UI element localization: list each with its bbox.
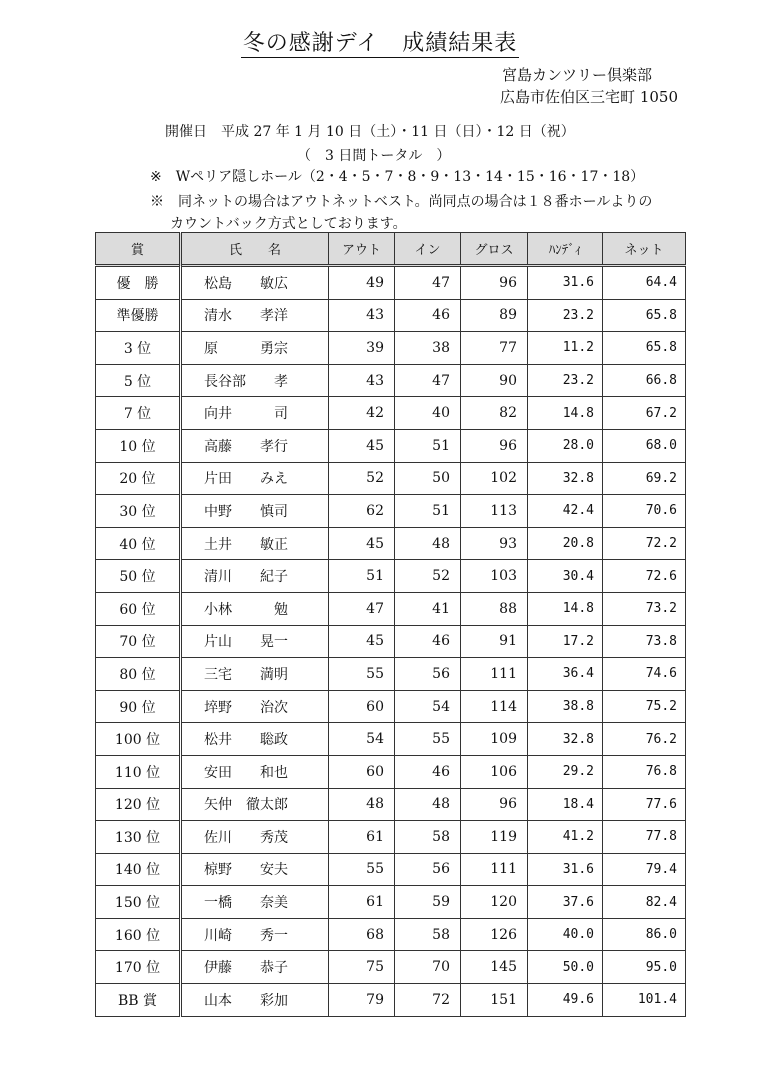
cell-name: 清川 紀子 [181, 560, 329, 593]
tiebreak-note: ※ 同ネットの場合はアウトネットベスト。尚同点の場合は１８番ホールよりの [150, 194, 653, 210]
cell-name: 川崎 秀一 [181, 918, 329, 951]
col-header-handicap: ﾊﾝﾃﾞｨ [528, 233, 603, 266]
cell-out: 60 [329, 755, 395, 788]
cell-gross: 106 [461, 755, 528, 788]
cell-in: 52 [395, 560, 461, 593]
table-row [96, 625, 686, 658]
cell-prize: BB 賞 [96, 984, 181, 1017]
cell-handicap: 28.0 [528, 429, 603, 462]
table-row [96, 560, 686, 593]
cell-gross: 109 [461, 723, 528, 756]
cell-gross: 145 [461, 951, 528, 984]
table-row [96, 690, 686, 723]
club-address: 広島市佐伯区三宅町 1050 [500, 88, 678, 106]
cell-out: 52 [329, 462, 395, 495]
cell-net: 65.8 [603, 299, 686, 332]
cell-prize: 130 位 [96, 821, 181, 854]
col-header-gross: グロス [461, 233, 528, 266]
table-row [96, 397, 686, 430]
cell-net: 82.4 [603, 886, 686, 919]
table-row [96, 429, 686, 462]
tiebreak-note-continued: カウントバック方式としております。 [170, 216, 407, 232]
cell-out: 62 [329, 495, 395, 528]
cell-out: 47 [329, 592, 395, 625]
cell-handicap: 32.8 [528, 462, 603, 495]
cell-prize: 70 位 [96, 625, 181, 658]
cell-net: 95.0 [603, 951, 686, 984]
cell-name: 土井 敏正 [181, 527, 329, 560]
col-header-prize: 賞 [96, 233, 181, 266]
cell-out: 55 [329, 658, 395, 691]
cell-name: 小林 勉 [181, 592, 329, 625]
cell-gross: 102 [461, 462, 528, 495]
cell-handicap: 31.6 [528, 853, 603, 886]
cell-in: 51 [395, 429, 461, 462]
cell-handicap: 23.2 [528, 364, 603, 397]
cell-gross: 114 [461, 690, 528, 723]
cell-gross: 96 [461, 266, 528, 300]
table-row [96, 332, 686, 365]
cell-handicap: 41.2 [528, 821, 603, 854]
cell-gross: 96 [461, 788, 528, 821]
cell-name: 原 勇宗 [181, 332, 329, 365]
cell-prize: 40 位 [96, 527, 181, 560]
cell-prize: 5 位 [96, 364, 181, 397]
table-row [96, 658, 686, 691]
cell-out: 54 [329, 723, 395, 756]
cell-name: 伊藤 恭子 [181, 951, 329, 984]
cell-gross: 103 [461, 560, 528, 593]
cell-in: 48 [395, 788, 461, 821]
cell-handicap: 36.4 [528, 658, 603, 691]
cell-handicap: 14.8 [528, 592, 603, 625]
cell-prize: 優 勝 [96, 266, 181, 300]
cell-net: 64.4 [603, 266, 686, 300]
cell-net: 65.8 [603, 332, 686, 365]
cell-name: 松島 敏広 [181, 266, 329, 300]
cell-handicap: 17.2 [528, 625, 603, 658]
cell-net: 73.8 [603, 625, 686, 658]
table-row [96, 495, 686, 528]
cell-net: 76.8 [603, 755, 686, 788]
cell-out: 48 [329, 788, 395, 821]
cell-name: 椋野 安夫 [181, 853, 329, 886]
cell-out: 39 [329, 332, 395, 365]
cell-prize: 90 位 [96, 690, 181, 723]
cell-name: 三宅 満明 [181, 658, 329, 691]
event-period: （ 3 日間トータル ） [297, 148, 451, 164]
cell-prize: 160 位 [96, 918, 181, 951]
cell-in: 47 [395, 266, 461, 300]
cell-net: 66.8 [603, 364, 686, 397]
table-row [96, 951, 686, 984]
cell-prize: 140 位 [96, 853, 181, 886]
cell-gross: 82 [461, 397, 528, 430]
cell-out: 75 [329, 951, 395, 984]
cell-gross: 77 [461, 332, 528, 365]
cell-net: 79.4 [603, 853, 686, 886]
cell-prize: 60 位 [96, 592, 181, 625]
cell-name: 松井 聡政 [181, 723, 329, 756]
table-row [96, 299, 686, 332]
cell-name: 埣野 治次 [181, 690, 329, 723]
cell-in: 48 [395, 527, 461, 560]
cell-name: 高藤 孝行 [181, 429, 329, 462]
table-row [96, 755, 686, 788]
cell-out: 45 [329, 625, 395, 658]
cell-prize: 7 位 [96, 397, 181, 430]
cell-handicap: 30.4 [528, 560, 603, 593]
cell-name: 安田 和也 [181, 755, 329, 788]
cell-in: 46 [395, 755, 461, 788]
peoria-note: ※ Wペリア隠しホール（2・4・5・7・8・9・13・14・15・16・17・18） [150, 169, 645, 185]
cell-gross: 126 [461, 918, 528, 951]
cell-gross: 113 [461, 495, 528, 528]
cell-net: 76.2 [603, 723, 686, 756]
cell-gross: 111 [461, 853, 528, 886]
cell-prize: 50 位 [96, 560, 181, 593]
cell-gross: 90 [461, 364, 528, 397]
cell-gross: 151 [461, 984, 528, 1017]
cell-gross: 88 [461, 592, 528, 625]
cell-in: 59 [395, 886, 461, 919]
table-row [96, 918, 686, 951]
cell-net: 72.6 [603, 560, 686, 593]
club-name: 宮島カンツリー倶楽部 [501, 66, 652, 84]
cell-out: 43 [329, 364, 395, 397]
cell-name: 片山 晃一 [181, 625, 329, 658]
table-row [96, 984, 686, 1017]
table-row [96, 821, 686, 854]
cell-in: 50 [395, 462, 461, 495]
cell-prize: 80 位 [96, 658, 181, 691]
cell-net: 86.0 [603, 918, 686, 951]
cell-prize: 150 位 [96, 886, 181, 919]
cell-handicap: 23.2 [528, 299, 603, 332]
cell-handicap: 18.4 [528, 788, 603, 821]
cell-prize: 3 位 [96, 332, 181, 365]
cell-out: 61 [329, 886, 395, 919]
cell-out: 43 [329, 299, 395, 332]
cell-net: 67.2 [603, 397, 686, 430]
table-row [96, 853, 686, 886]
cell-in: 46 [395, 625, 461, 658]
table-row [96, 364, 686, 397]
cell-handicap: 37.6 [528, 886, 603, 919]
cell-out: 51 [329, 560, 395, 593]
cell-in: 47 [395, 364, 461, 397]
cell-name: 向井 司 [181, 397, 329, 430]
page-title: 冬の感謝デイ 成績結果表 [242, 31, 518, 56]
cell-net: 69.2 [603, 462, 686, 495]
cell-prize: 20 位 [96, 462, 181, 495]
table-row [96, 592, 686, 625]
cell-in: 54 [395, 690, 461, 723]
cell-prize: 110 位 [96, 755, 181, 788]
cell-handicap: 50.0 [528, 951, 603, 984]
cell-out: 68 [329, 918, 395, 951]
cell-gross: 119 [461, 821, 528, 854]
cell-prize: 10 位 [96, 429, 181, 462]
cell-gross: 89 [461, 299, 528, 332]
cell-name: 矢仲 徹太郎 [181, 788, 329, 821]
cell-in: 56 [395, 853, 461, 886]
table-header-row [96, 233, 686, 266]
cell-in: 70 [395, 951, 461, 984]
cell-handicap: 20.8 [528, 527, 603, 560]
cell-handicap: 38.8 [528, 690, 603, 723]
cell-out: 45 [329, 429, 395, 462]
cell-out: 61 [329, 821, 395, 854]
cell-gross: 91 [461, 625, 528, 658]
cell-prize: 170 位 [96, 951, 181, 984]
col-header-in: イン [395, 233, 461, 266]
cell-in: 40 [395, 397, 461, 430]
cell-handicap: 14.8 [528, 397, 603, 430]
cell-net: 77.6 [603, 788, 686, 821]
table-row [96, 886, 686, 919]
cell-net: 101.4 [603, 984, 686, 1017]
cell-prize: 準優勝 [96, 299, 181, 332]
cell-handicap: 31.6 [528, 266, 603, 300]
table-row [96, 788, 686, 821]
cell-out: 49 [329, 266, 395, 300]
cell-prize: 120 位 [96, 788, 181, 821]
cell-net: 70.6 [603, 495, 686, 528]
cell-name: 一橋 奈美 [181, 886, 329, 919]
cell-name: 中野 慎司 [181, 495, 329, 528]
cell-name: 佐川 秀茂 [181, 821, 329, 854]
cell-in: 55 [395, 723, 461, 756]
cell-handicap: 40.0 [528, 918, 603, 951]
col-header-net: ネット [603, 233, 686, 266]
cell-in: 56 [395, 658, 461, 691]
cell-gross: 111 [461, 658, 528, 691]
cell-name: 片田 みえ [181, 462, 329, 495]
cell-net: 72.2 [603, 527, 686, 560]
cell-in: 72 [395, 984, 461, 1017]
cell-name: 清水 孝洋 [181, 299, 329, 332]
cell-handicap: 29.2 [528, 755, 603, 788]
cell-handicap: 49.6 [528, 984, 603, 1017]
col-header-name: 氏 名 [181, 233, 329, 266]
table-row [96, 723, 686, 756]
cell-handicap: 42.4 [528, 495, 603, 528]
cell-net: 77.8 [603, 821, 686, 854]
cell-out: 79 [329, 984, 395, 1017]
cell-in: 51 [395, 495, 461, 528]
cell-prize: 30 位 [96, 495, 181, 528]
cell-in: 58 [395, 918, 461, 951]
cell-handicap: 32.8 [528, 723, 603, 756]
cell-handicap: 11.2 [528, 332, 603, 365]
table-row [96, 527, 686, 560]
cell-net: 68.0 [603, 429, 686, 462]
event-date: 開催日 平成 27 年 1 月 10 日（土）・11 日（日）・12 日（祝） [165, 124, 575, 140]
table-row [96, 462, 686, 495]
table-row [96, 266, 686, 300]
cell-out: 42 [329, 397, 395, 430]
cell-name: 山本 彩加 [181, 984, 329, 1017]
cell-name: 長谷部 孝 [181, 364, 329, 397]
cell-out: 60 [329, 690, 395, 723]
cell-gross: 96 [461, 429, 528, 462]
cell-gross: 93 [461, 527, 528, 560]
cell-out: 55 [329, 853, 395, 886]
cell-in: 58 [395, 821, 461, 854]
results-table [95, 232, 686, 1017]
cell-net: 75.2 [603, 690, 686, 723]
cell-in: 41 [395, 592, 461, 625]
cell-in: 46 [395, 299, 461, 332]
cell-net: 74.6 [603, 658, 686, 691]
cell-in: 38 [395, 332, 461, 365]
col-header-out: アウト [329, 233, 395, 266]
cell-prize: 100 位 [96, 723, 181, 756]
cell-gross: 120 [461, 886, 528, 919]
cell-out: 45 [329, 527, 395, 560]
cell-net: 73.2 [603, 592, 686, 625]
